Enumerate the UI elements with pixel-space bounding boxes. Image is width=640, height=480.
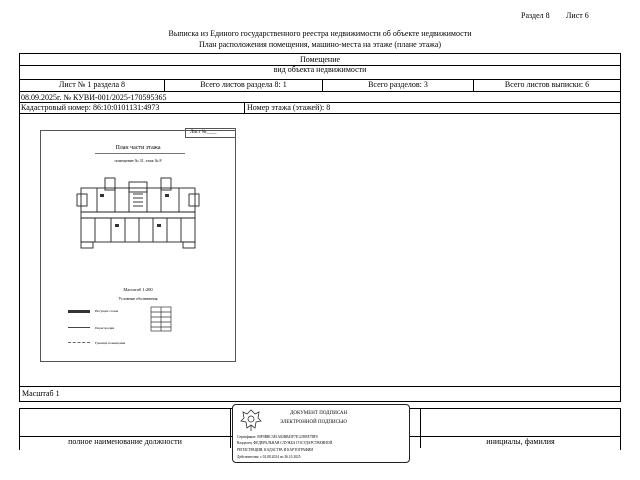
stamp-title-2: ЭЛЕКТРОННОЙ ПОДПИСЬЮ: [280, 420, 347, 425]
plan-subtitle: помещение № 31, этаж № 8: [114, 158, 162, 163]
plan-scale: Масштаб 1:200: [123, 287, 153, 292]
sheets-total-section: Всего листов раздела 8: 1: [200, 80, 287, 89]
legend-partition-swatch: [68, 327, 90, 328]
plan-sheet-no: Лист №____: [190, 130, 217, 135]
section-number: Раздел 8: [521, 11, 550, 20]
stamp-certificate: Сертификат: 00F9BBC3E1A82BB45F7E1239EE7BF0: [237, 435, 318, 439]
object-type-caption: вид объекта недвижимости: [273, 65, 367, 74]
stamp-owner-1: Владелец: ФЕДЕРАЛЬНАЯ СЛУЖБА ГОСУДАРСТВЕННОЙ: [237, 441, 333, 445]
document-title: Выписка из Единого государственного реестра недвижимости об объекте недвижимости: [168, 29, 472, 38]
object-type: Помещение: [299, 55, 341, 64]
stair-symbol: [150, 306, 172, 332]
legend-item-partitions: Перегородки: [95, 326, 115, 330]
stamp-validity: Действителен: с 02.08.2024 по 26.10.2025: [237, 455, 301, 459]
plan-title: План части этажа: [115, 145, 161, 151]
legend-item-bearing-walls: Несущие стены: [95, 309, 119, 313]
sheets-total-extract: Всего листов выписки: 6: [504, 80, 590, 89]
stamp-title-1: ДОКУМЕНТ ПОДПИСАН: [290, 411, 348, 416]
position-caption: полное наименование должности: [68, 437, 182, 446]
name-caption: инициалы, фамилия: [486, 437, 555, 446]
cadastral-number: Кадастровый номер: 86:10:0101131:4973: [21, 103, 160, 112]
sections-total: Всего разделов: 3: [368, 80, 428, 89]
legend-item-room-boundary: Граница помещения: [95, 341, 126, 345]
legend-bearing-wall-swatch: [68, 310, 90, 313]
floor-number: Номер этажа (этажей): 8: [247, 103, 331, 112]
extract-date-number: 08.09.2025г. № КУВИ-001/2025-170595365: [21, 93, 167, 102]
document-subtitle: План расположения помещения, машино-места на этаже (плане этажа): [198, 40, 442, 49]
sheet-info: Лист № 1 раздела 8: [58, 80, 126, 89]
coat-of-arms-icon: [238, 407, 264, 433]
scale-footer: Масштаб 1: [22, 389, 60, 398]
sheet-number: Лист 6: [566, 11, 589, 20]
stamp-owner-2: РЕГИСТРАЦИИ, КАДАСТРА И КАРТОГРАФИИ: [237, 448, 313, 452]
legend-room-boundary-swatch: [68, 342, 90, 343]
legend-title: Условные обозначения: [118, 296, 158, 301]
floor-plan-drawing: [75, 172, 201, 250]
